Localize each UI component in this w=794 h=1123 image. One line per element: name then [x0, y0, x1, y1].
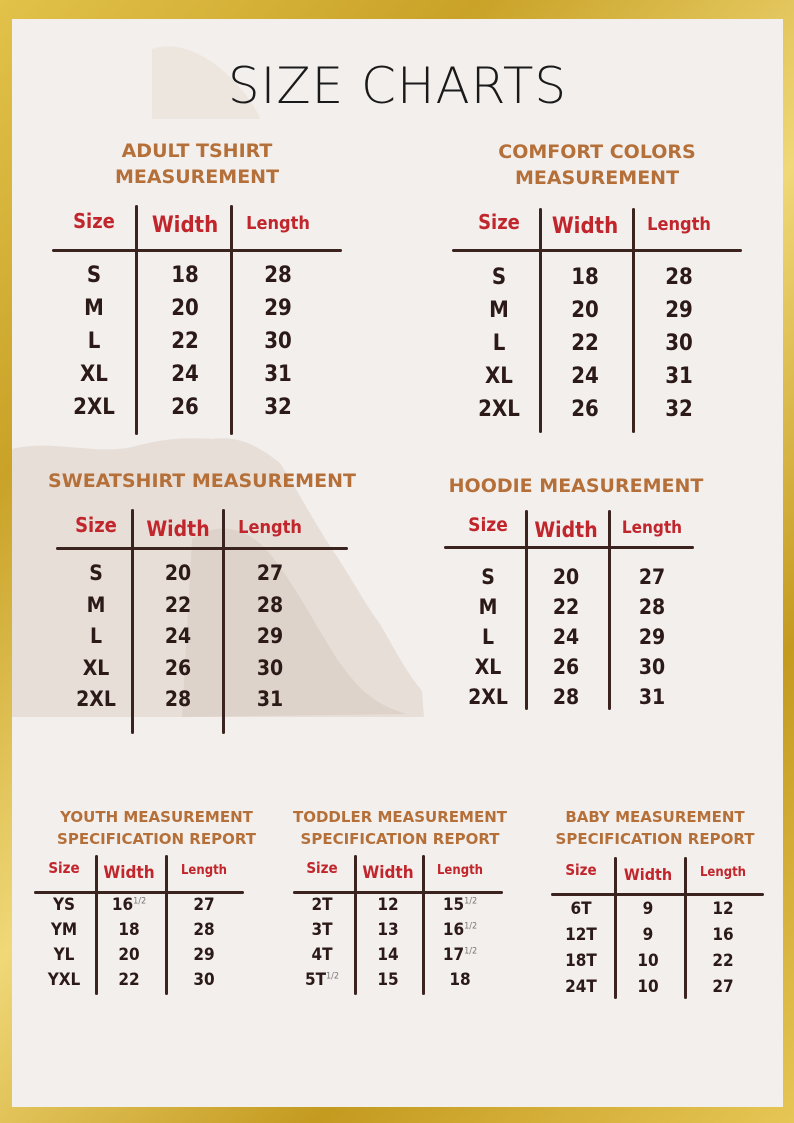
- column-header-size: Size: [73, 209, 115, 233]
- sweatshirt-cell-length: [230, 656, 310, 680]
- hoodie-cell-width: [526, 655, 606, 679]
- cell-value: 31: [665, 364, 693, 389]
- toddler-section-title: [275, 807, 525, 851]
- cell-value: 15: [442, 895, 465, 915]
- sweatshirt-section-title: [42, 469, 362, 495]
- section-title-line: SWEATSHIRT MEASUREMENT: [48, 470, 356, 492]
- table-column-rule: [632, 208, 635, 433]
- cell-value: 26: [171, 395, 199, 420]
- column-header-width: Width: [623, 865, 673, 884]
- cell-value: 24: [552, 625, 580, 649]
- cell-value: 28: [665, 265, 693, 290]
- cell-value: YL: [53, 945, 75, 965]
- cell-value: L: [89, 624, 103, 648]
- cell-value: YXL: [47, 970, 81, 990]
- cell-fraction: 1/2: [326, 971, 340, 982]
- column-header-width: Width: [146, 517, 210, 541]
- section-title-line: TODDLER MEASUREMENT: [293, 808, 507, 826]
- column-header-size: Size: [48, 859, 80, 877]
- comfort-section-title: [452, 140, 742, 191]
- sweatshirt-cell-length: [230, 593, 310, 617]
- column-header-width: Width: [151, 213, 219, 238]
- cell-value: 18: [118, 920, 140, 940]
- cell-value: 28: [264, 263, 292, 288]
- cell-value: 32: [665, 397, 693, 422]
- cell-value: 30: [638, 655, 666, 679]
- youth-cell-width: [89, 945, 169, 965]
- sweatshirt-cell-width: [138, 593, 218, 617]
- hoodie-cell-size: [448, 565, 528, 589]
- cell-value: 20: [571, 298, 599, 323]
- table-column-rule: [222, 509, 225, 734]
- hoodie-cell-width: [526, 565, 606, 589]
- hoodie-cell-length: [612, 625, 692, 649]
- column-header-length: Length: [180, 863, 227, 878]
- cell-value: 29: [193, 945, 215, 965]
- cell-value: M: [86, 592, 106, 617]
- adult-cell-length: [238, 263, 318, 288]
- cell-value: 3T: [311, 920, 333, 940]
- cell-value: 14: [377, 945, 399, 965]
- cell-value: 18T: [565, 951, 597, 971]
- cell-value: 31: [256, 687, 284, 711]
- table-header-rule: [452, 249, 742, 252]
- comfort-cell-size: [459, 331, 539, 356]
- baby-cell-width: [608, 899, 688, 919]
- adult-cell-size: [54, 362, 134, 387]
- cell-value: 30: [665, 331, 693, 356]
- adult-cell-width: [145, 263, 225, 288]
- table-column-rule: [135, 205, 138, 435]
- cell-value: 9: [642, 925, 654, 945]
- sweatshirt-cell-size: [56, 624, 136, 648]
- cell-value: 18: [171, 263, 199, 288]
- cell-value: 18: [571, 265, 599, 290]
- cell-value: 30: [193, 970, 215, 990]
- cell-value: 28: [164, 687, 192, 711]
- cell-value: L: [87, 329, 101, 354]
- cell-value: 27: [638, 565, 666, 589]
- cell-value: 17: [442, 945, 465, 965]
- comfort-cell-width: [545, 331, 625, 356]
- comfort-cell-length: [639, 331, 719, 356]
- hoodie-cell-length: [612, 595, 692, 619]
- sweatshirt-cell-size: [56, 561, 136, 585]
- baby-cell-width: [608, 951, 688, 971]
- section-title-line: COMFORT COLORS: [498, 141, 696, 163]
- sweatshirt-cell-width: [138, 624, 218, 648]
- comfort-cell-length: [639, 298, 719, 323]
- toddler-cell-length: [420, 920, 500, 940]
- cell-value: 2XL: [76, 687, 116, 711]
- section-title-line: HOODIE MEASUREMENT: [448, 475, 704, 497]
- sweatshirt-cell-length: [230, 624, 310, 648]
- toddler-cell-width: [348, 970, 428, 990]
- column-header-width: Width: [362, 863, 414, 883]
- table-header-rule: [52, 249, 342, 252]
- page-title: SIZE CHARTS: [227, 57, 568, 115]
- cell-value: 24: [164, 624, 192, 648]
- adult-cell-length: [238, 395, 318, 420]
- cell-value: 28: [256, 592, 284, 617]
- cell-value: 12: [712, 899, 734, 919]
- comfort-cell-size: [459, 364, 539, 389]
- toddler-cell-length: [420, 945, 500, 965]
- adult-cell-width: [145, 362, 225, 387]
- cell-value: L: [492, 331, 506, 356]
- cell-value: 27: [712, 977, 734, 997]
- cell-value: 20: [171, 296, 199, 321]
- hoodie-cell-width: [526, 625, 606, 649]
- section-title-line: BABY MEASUREMENT: [565, 808, 745, 826]
- section-title-line: MEASUREMENT: [114, 165, 280, 188]
- cell-value: 12T: [565, 925, 597, 945]
- hoodie-cell-length: [612, 565, 692, 589]
- toddler-cell-length: [420, 970, 500, 990]
- cell-value: 24: [571, 364, 599, 389]
- cell-value: 10: [637, 977, 659, 997]
- column-header-length: Length: [238, 517, 302, 538]
- hoodie-cell-size: [448, 685, 528, 709]
- sweatshirt-cell-size: [56, 593, 136, 617]
- adult-cell-width: [145, 329, 225, 354]
- comfort-cell-width: [545, 265, 625, 290]
- baby-cell-length: [683, 899, 763, 919]
- column-header-length: Length: [246, 213, 310, 234]
- cell-value: 29: [264, 296, 292, 321]
- table-column-rule: [230, 205, 233, 435]
- cell-value: M: [84, 296, 104, 321]
- sweatshirt-cell-length: [230, 561, 310, 585]
- column-header-width: Width: [103, 863, 155, 883]
- cell-value: 22: [118, 970, 140, 990]
- cell-fraction: 1/2: [464, 946, 478, 957]
- cell-value: 24T: [565, 977, 597, 997]
- adult-section-title: [52, 139, 342, 190]
- cell-fraction: 1/2: [464, 896, 478, 907]
- comfort-cell-size: [459, 265, 539, 290]
- hoodie-cell-size: [448, 595, 528, 619]
- hoodie-cell-width: [526, 595, 606, 619]
- section-title-line: SPECIFICATION REPORT: [300, 829, 500, 848]
- cell-value: XL: [474, 655, 502, 679]
- cell-value: 29: [638, 625, 666, 649]
- toddler-cell-width: [348, 920, 428, 940]
- cell-value: 27: [193, 895, 215, 915]
- youth-cell-length: [164, 920, 244, 940]
- hoodie-cell-length: [612, 655, 692, 679]
- cell-value: 22: [171, 329, 199, 354]
- cell-value: XL: [485, 364, 513, 389]
- comfort-cell-width: [545, 298, 625, 323]
- cell-value: 13: [377, 920, 399, 940]
- cell-value: S: [491, 265, 507, 290]
- youth-cell-length: [164, 945, 244, 965]
- baby-section-title: [537, 807, 773, 851]
- cell-value: 20: [118, 945, 140, 965]
- cell-value: XL: [82, 655, 110, 680]
- column-header-size: Size: [306, 859, 338, 877]
- cell-value: 22: [571, 331, 599, 356]
- cell-value: YM: [50, 920, 78, 940]
- sweatshirt-cell-width: [138, 656, 218, 680]
- column-header-width: Width: [534, 518, 598, 542]
- cell-value: YS: [52, 895, 76, 915]
- sweatshirt-cell-width: [138, 687, 218, 711]
- table-header-rule: [34, 891, 244, 894]
- column-header-size: Size: [75, 513, 117, 537]
- hoodie-cell-width: [526, 685, 606, 709]
- hoodie-cell-length: [612, 685, 692, 709]
- cell-value: S: [86, 263, 102, 288]
- cell-value: 18: [449, 970, 471, 990]
- sweatshirt-cell-size: [56, 687, 136, 711]
- column-header-length: Length: [436, 863, 483, 878]
- comfort-cell-length: [639, 265, 719, 290]
- cell-value: 5T: [304, 970, 327, 990]
- column-header-size: Size: [478, 210, 520, 234]
- section-title-line: SPECIFICATION REPORT: [57, 829, 256, 848]
- cell-fraction: 1/2: [464, 921, 478, 932]
- youth-cell-width: [89, 895, 169, 915]
- cell-value: 2XL: [468, 685, 508, 709]
- baby-cell-length: [683, 977, 763, 997]
- table-header-rule: [551, 893, 764, 896]
- cell-value: 28: [193, 920, 215, 940]
- hoodie-section-title: [438, 474, 714, 500]
- section-title-line: SPECIFICATION REPORT: [555, 829, 755, 848]
- cell-value: 26: [571, 397, 599, 422]
- section-title-line: ADULT TSHIRT: [121, 140, 273, 162]
- comfort-cell-width: [545, 397, 625, 422]
- table-column-rule: [539, 208, 542, 433]
- comfort-cell-width: [545, 364, 625, 389]
- youth-cell-length: [164, 970, 244, 990]
- cell-value: 15: [377, 970, 399, 990]
- youth-cell-width: [89, 920, 169, 940]
- adult-cell-length: [238, 329, 318, 354]
- section-title-line: MEASUREMENT: [514, 166, 680, 189]
- youth-cell-width: [89, 970, 169, 990]
- cell-value: 16: [111, 895, 134, 915]
- column-header-length: Length: [621, 518, 683, 538]
- cell-value: 29: [665, 298, 693, 323]
- cell-value: 4T: [311, 945, 333, 965]
- column-header-width: Width: [551, 214, 619, 239]
- cell-value: 9: [642, 899, 654, 919]
- adult-cell-width: [145, 395, 225, 420]
- cell-value: M: [478, 595, 498, 619]
- cell-value: 30: [264, 329, 292, 354]
- column-header-length: Length: [647, 214, 711, 235]
- cell-value: 24: [171, 362, 199, 387]
- cell-value: 22: [164, 592, 192, 617]
- section-title-line: YOUTH MEASUREMENT: [60, 808, 253, 826]
- baby-cell-length: [683, 925, 763, 945]
- cell-value: 20: [164, 561, 192, 585]
- adult-cell-length: [238, 362, 318, 387]
- comfort-cell-size: [459, 298, 539, 323]
- column-header-length: Length: [699, 865, 746, 880]
- toddler-cell-length: [420, 895, 500, 915]
- baby-cell-length: [683, 951, 763, 971]
- cell-value: L: [481, 625, 495, 649]
- adult-cell-length: [238, 296, 318, 321]
- cell-value: 10: [637, 951, 659, 971]
- comfort-cell-size: [459, 397, 539, 422]
- hoodie-cell-size: [448, 655, 528, 679]
- cell-value: 26: [552, 655, 580, 679]
- cell-value: 22: [712, 951, 734, 971]
- cell-value: 16: [442, 920, 465, 940]
- table-header-rule: [444, 546, 694, 549]
- cell-value: 28: [552, 685, 580, 709]
- cell-value: 28: [638, 595, 666, 619]
- cell-value: 2XL: [73, 395, 115, 420]
- sweatshirt-cell-size: [56, 656, 136, 680]
- sweatshirt-cell-length: [230, 687, 310, 711]
- toddler-cell-width: [348, 895, 428, 915]
- sweatshirt-cell-width: [138, 561, 218, 585]
- cell-value: 31: [264, 362, 292, 387]
- youth-cell-length: [164, 895, 244, 915]
- cell-value: 20: [552, 565, 580, 589]
- cell-value: 29: [256, 624, 284, 648]
- youth-section-title: [34, 807, 279, 851]
- table-header-rule: [56, 547, 348, 550]
- cell-fraction: 1/2: [133, 896, 147, 907]
- size-chart-sheet: [12, 19, 783, 1107]
- comfort-cell-length: [639, 364, 719, 389]
- cell-value: 2T: [311, 895, 333, 915]
- adult-cell-size: [54, 395, 134, 420]
- cell-value: S: [481, 565, 495, 589]
- cell-value: 16: [712, 925, 734, 945]
- adult-cell-width: [145, 296, 225, 321]
- table-column-rule: [608, 510, 611, 710]
- hoodie-cell-size: [448, 625, 528, 649]
- toddler-cell-width: [348, 945, 428, 965]
- cell-value: S: [89, 561, 103, 585]
- column-header-size: Size: [468, 514, 508, 536]
- cell-value: 6T: [570, 899, 592, 919]
- baby-cell-width: [608, 977, 688, 997]
- cell-value: 31: [638, 685, 666, 709]
- cell-value: 32: [264, 395, 292, 420]
- cell-value: 26: [164, 655, 192, 680]
- cell-value: 27: [256, 561, 284, 585]
- adult-cell-size: [54, 296, 134, 321]
- adult-cell-size: [54, 329, 134, 354]
- adult-cell-size: [54, 263, 134, 288]
- cell-value: 30: [256, 655, 284, 680]
- cell-value: 12: [377, 895, 399, 915]
- table-header-rule: [293, 891, 503, 894]
- baby-cell-width: [608, 925, 688, 945]
- comfort-cell-length: [639, 397, 719, 422]
- cell-value: M: [489, 298, 509, 323]
- cell-value: 22: [552, 595, 580, 619]
- cell-value: XL: [80, 362, 108, 387]
- column-header-size: Size: [565, 861, 597, 879]
- cell-value: 2XL: [478, 397, 520, 422]
